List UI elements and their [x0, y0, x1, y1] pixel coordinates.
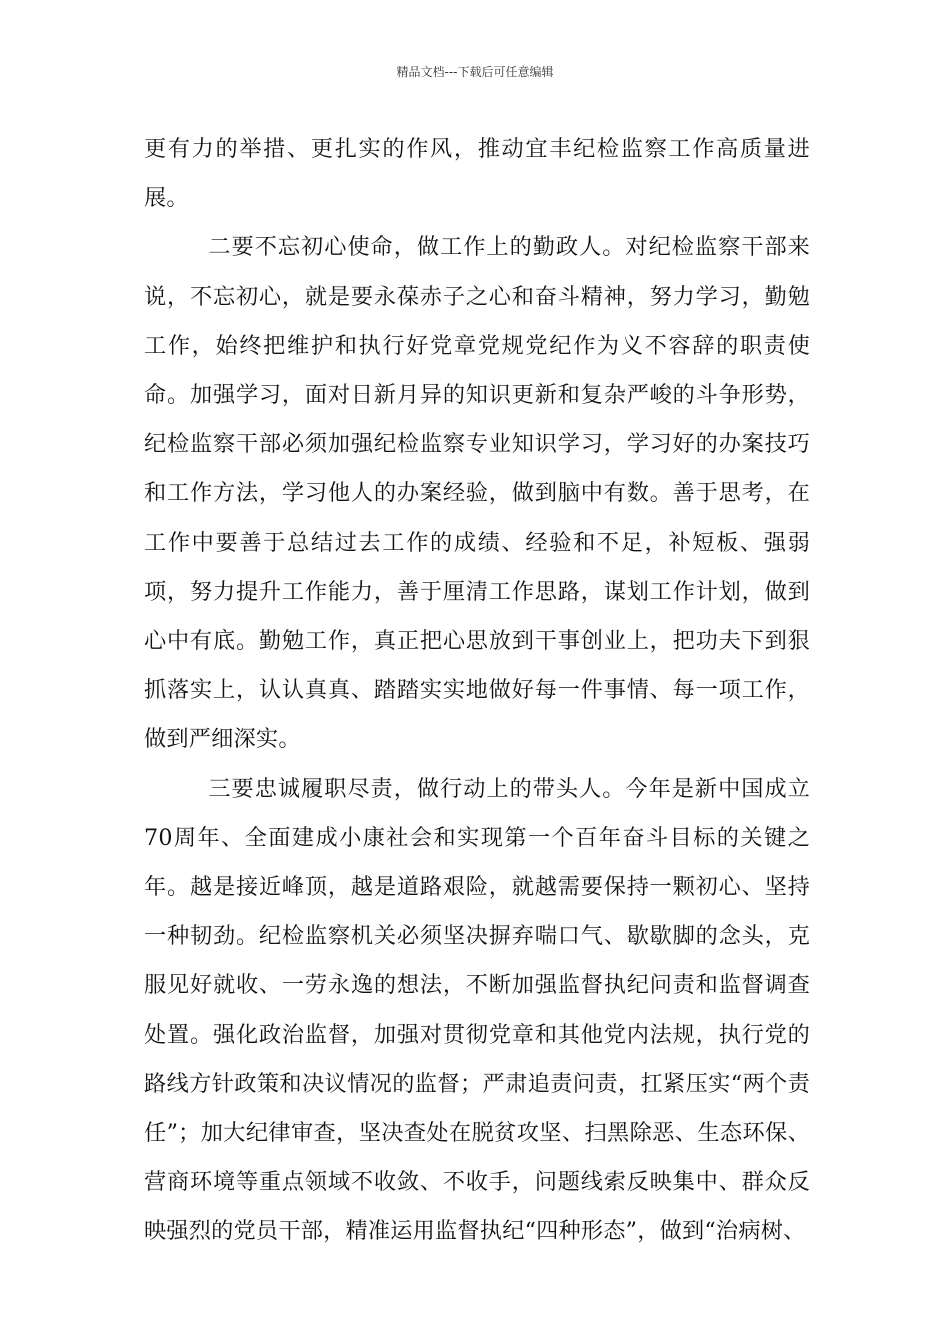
- paragraph-continuation: 更有力的举措、更扎实的作风，推动宜丰纪检监察工作高质量进展。: [144, 136, 810, 212]
- paragraph-second-point: 二要不忘初心使命，做工作上的勤政人。对纪检监察干部来说，不忘初心，就是要永葆赤子之心和奋斗精神，努力学习，勤勉工作，始终把维护和执行好党章党规党纪作为义不容辞的职责使命。加强学习，面对日新月异的知识更新和复杂严峻的斗争形势，纪检监察干部必须加强纪检监察专业知识学习，学习好的办案技巧和工作方法，学习他人的办案经验，做到脑中有数。善于思考，在工作中要善于总结过去工作的成绩、经验和不足，补短板、强弱项，努力提升工作能力，善于厘清工作思路，谋划工作计划，做到心中有底。勤勉工作，真正把心思放到干事创业上，把功夫下到狠抓落实上，认认真真、踏踏实实地做好每一件事情、每一项工作，做到严细深实。: [144, 234, 810, 753]
- document-body: [144, 125, 810, 1257]
- page-header: 精品文档---下载后可任意编辑: [396, 65, 554, 79]
- paragraph-third-point: 三要忠诚履职尽责，做行动上的带头人。今年是新中国成立70周年、全面建成小康社会和实现第一个百年奋斗目标的关键之年。越是接近峰顶，越是道路艰险，就越需要保持一颗初心、坚持一种韧劲。纪检监察机关必须坚决摒弃喘口气、歇歇脚的念头，克服见好就收、一劳永逸的想法，不断加强监督执纪问责和监督调查处置。强化政治监督，加强对贯彻党章和其他党内法规，执行党的路线方针政策和决议情况的监督；严肃追责问责，扛紧压实“两个责任”；加大纪律审查，坚决查处在脱贫攻坚、扫黑除恶、生态环保、营商环境等重点领域不收敛、不收手，问题线索反映集中、群众反映强烈的党员干部，精准运用监督执纪“四种形态”，做到“治病树、: [144, 775, 810, 1245]
